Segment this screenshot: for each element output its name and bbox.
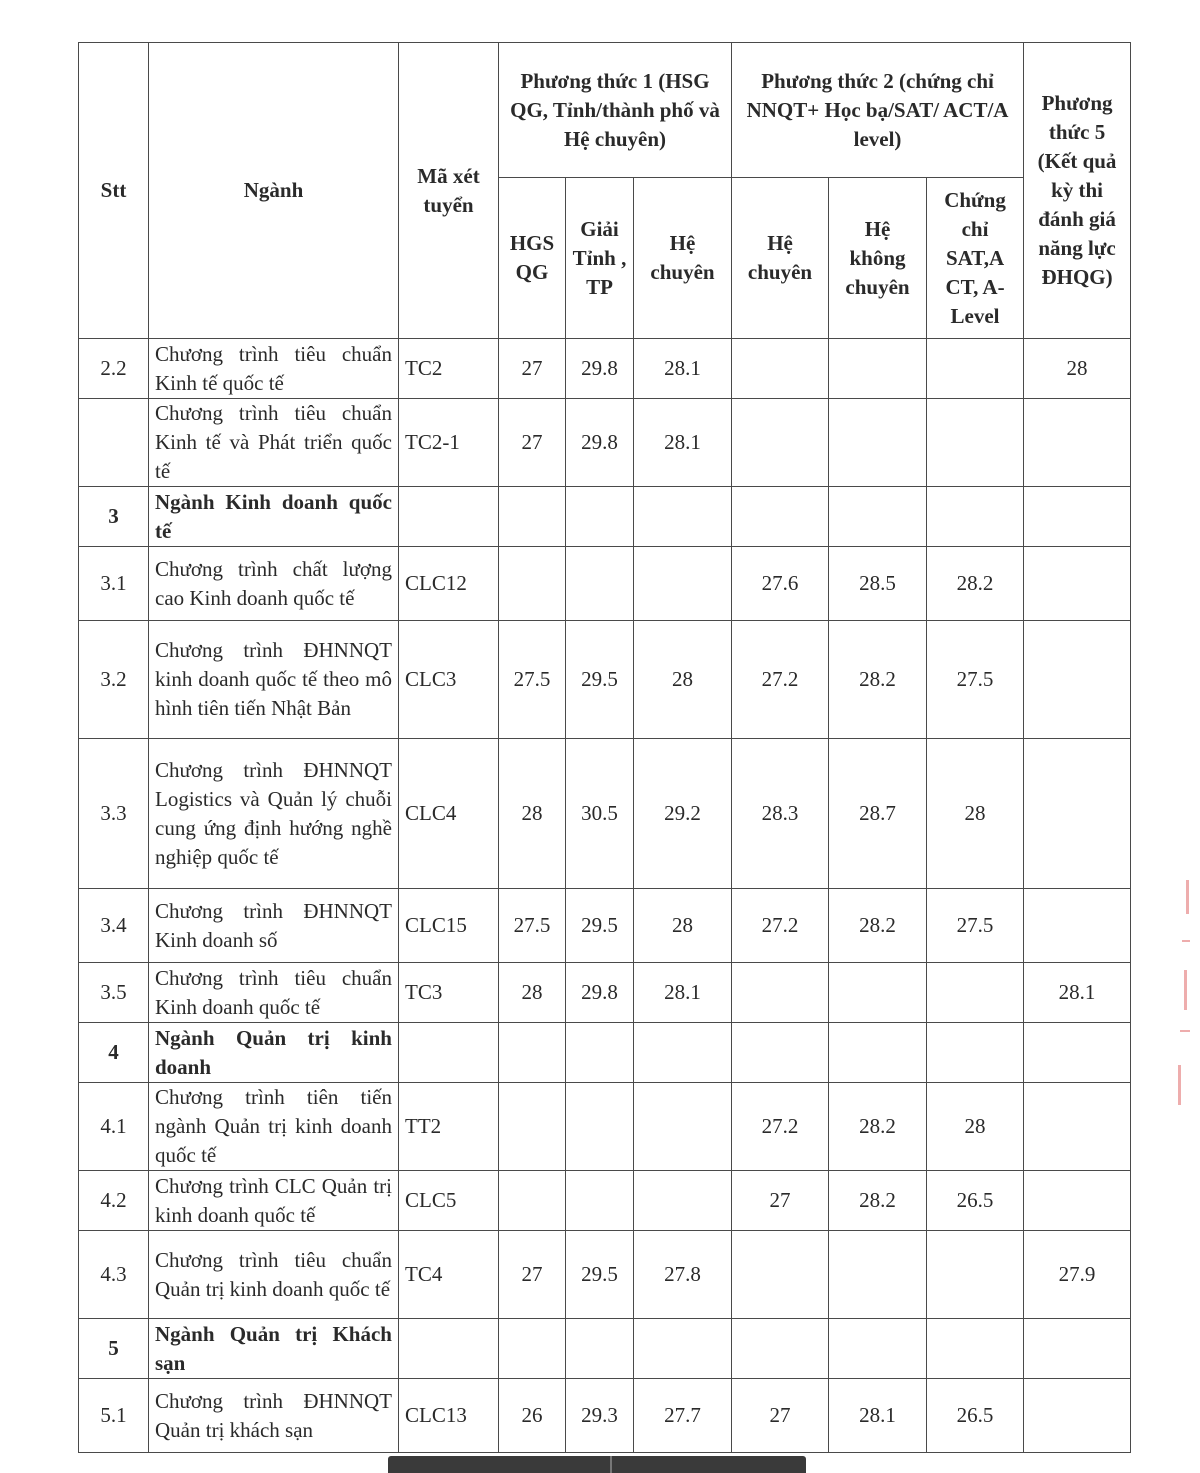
cell-ma-xet-tuyen: TC4: [399, 1231, 499, 1319]
cell-phuong-thuc-5: [1024, 399, 1131, 487]
cell-phuong-thuc-5: 27.9: [1024, 1231, 1131, 1319]
cell-he-chuyen-pt2: [732, 487, 829, 547]
cell-he-chuyen-pt1: 27.8: [634, 1231, 732, 1319]
header-ma-xet-tuyen: Mã xét tuyển: [399, 43, 499, 339]
cell-chung-chi: 28: [927, 739, 1024, 889]
cell-stt: 4.3: [79, 1231, 149, 1319]
cell-stt: 3.2: [79, 621, 149, 739]
cell-hsg-qg: 26: [499, 1379, 566, 1453]
cell-ma-xet-tuyen: CLC4: [399, 739, 499, 889]
cell-he-khong-chuyen: [829, 1231, 927, 1319]
cell-phuong-thuc-5: [1024, 621, 1131, 739]
cell-ma-xet-tuyen: CLC12: [399, 547, 499, 621]
header-phuong-thuc-1: Phương thức 1 (HSG QG, Tỉnh/thành phố và Hệ chuyên): [499, 43, 732, 178]
cell-chung-chi: [927, 1319, 1024, 1379]
table-row: [79, 739, 1131, 889]
cell-giai-tinh: 30.5: [566, 739, 634, 889]
cell-he-khong-chuyen: [829, 963, 927, 1023]
cell-ma-xet-tuyen: TT2: [399, 1083, 499, 1171]
cell-he-chuyen-pt2: 27.2: [732, 621, 829, 739]
cell-he-chuyen-pt2: 27: [732, 1171, 829, 1231]
cell-ma-xet-tuyen: [399, 1319, 499, 1379]
cell-ma-xet-tuyen: TC3: [399, 963, 499, 1023]
cell-phuong-thuc-5: [1024, 487, 1131, 547]
cell-he-khong-chuyen: 28.1: [829, 1379, 927, 1453]
cell-phuong-thuc-5: [1024, 547, 1131, 621]
table-body: [79, 339, 1131, 1453]
cell-giai-tinh: 29.8: [566, 339, 634, 399]
cell-chung-chi: 28.2: [927, 547, 1024, 621]
cell-phuong-thuc-5: [1024, 1023, 1131, 1083]
cell-he-chuyen-pt2: 28.3: [732, 739, 829, 889]
cell-hsg-qg: [499, 487, 566, 547]
header-phuong-thuc-2: Phương thức 2 (chứng chỉ NNQT+ Học bạ/SAT/ ACT/A level): [732, 43, 1024, 178]
cell-chung-chi: 26.5: [927, 1379, 1024, 1453]
cell-nganh: Chương trình tiêu chuẩn Kinh doanh quốc tế: [149, 963, 399, 1023]
cell-nganh: Chương trình ĐHNNQT Quản trị khách sạn: [149, 1379, 399, 1453]
cell-he-chuyen-pt2: [732, 1023, 829, 1083]
cell-phuong-thuc-5: 28: [1024, 339, 1131, 399]
cell-giai-tinh: [566, 547, 634, 621]
cell-he-khong-chuyen: [829, 1319, 927, 1379]
cell-hsg-qg: 27: [499, 399, 566, 487]
table-row: [79, 963, 1131, 1023]
cell-he-chuyen-pt2: 27.2: [732, 889, 829, 963]
cell-he-chuyen-pt1: [634, 1319, 732, 1379]
cell-giai-tinh: [566, 1023, 634, 1083]
cell-he-chuyen-pt1: 27.7: [634, 1379, 732, 1453]
cell-he-chuyen-pt2: [732, 1319, 829, 1379]
cell-ma-xet-tuyen: CLC13: [399, 1379, 499, 1453]
cell-he-chuyen-pt1: 28.1: [634, 399, 732, 487]
cell-phuong-thuc-5: [1024, 1083, 1131, 1171]
cell-stt: 3.4: [79, 889, 149, 963]
cell-giai-tinh: [566, 1319, 634, 1379]
cell-he-khong-chuyen: 28.5: [829, 547, 927, 621]
cell-he-khong-chuyen: [829, 1023, 927, 1083]
red-stamp-marks: [1172, 880, 1200, 1110]
header-giai-tinh: Giải Tỉnh , TP: [566, 178, 634, 339]
cell-ma-xet-tuyen: CLC15: [399, 889, 499, 963]
cell-nganh: Chương trình tiên tiến ngành Quản trị kinh doanh quốc tế: [149, 1083, 399, 1171]
cell-stt: 2.2: [79, 339, 149, 399]
table-row: [79, 1171, 1131, 1231]
cell-hsg-qg: 27.5: [499, 889, 566, 963]
cell-giai-tinh: [566, 1171, 634, 1231]
cell-phuong-thuc-5: [1024, 1171, 1131, 1231]
cell-he-chuyen-pt2: [732, 339, 829, 399]
cell-he-khong-chuyen: 28.7: [829, 739, 927, 889]
cell-chung-chi: [927, 1023, 1024, 1083]
cell-he-khong-chuyen: 28.2: [829, 1171, 927, 1231]
header-he-chuyen-pt1: Hệ chuyên: [634, 178, 732, 339]
cell-phuong-thuc-5: [1024, 1379, 1131, 1453]
cell-stt: 4.2: [79, 1171, 149, 1231]
cell-hsg-qg: [499, 1319, 566, 1379]
header-nganh: Ngành: [149, 43, 399, 339]
cell-nganh: Chương trình tiêu chuẩn Kinh tế quốc tế: [149, 339, 399, 399]
cell-nganh: Chương trình ĐHNNQT kinh doanh quốc tế theo mô hình tiên tiến Nhật Bản: [149, 621, 399, 739]
cell-stt: [79, 399, 149, 487]
cell-nganh: Chương trình chất lượng cao Kinh doanh quốc tế: [149, 547, 399, 621]
cell-giai-tinh: 29.8: [566, 963, 634, 1023]
table-row: [79, 339, 1131, 399]
cell-chung-chi: 26.5: [927, 1171, 1024, 1231]
cell-he-chuyen-pt2: 27.2: [732, 1083, 829, 1171]
cell-he-chuyen-pt1: [634, 1171, 732, 1231]
cell-he-khong-chuyen: [829, 339, 927, 399]
cell-chung-chi: [927, 1231, 1024, 1319]
cell-giai-tinh: 29.8: [566, 399, 634, 487]
cell-giai-tinh: 29.5: [566, 621, 634, 739]
cell-he-chuyen-pt1: [634, 547, 732, 621]
cell-giai-tinh: 29.5: [566, 1231, 634, 1319]
cell-he-chuyen-pt1: 28.1: [634, 963, 732, 1023]
cell-he-khong-chuyen: [829, 399, 927, 487]
cell-hsg-qg: 28: [499, 739, 566, 889]
cell-hsg-qg: 27: [499, 1231, 566, 1319]
cell-he-chuyen-pt1: 28: [634, 621, 732, 739]
table-row: [79, 1231, 1131, 1319]
cell-he-chuyen-pt1: [634, 1083, 732, 1171]
cell-giai-tinh: 29.3: [566, 1379, 634, 1453]
cell-stt: 5: [79, 1319, 149, 1379]
header-chung-chi: Chứng chỉ SAT,A CT, A-Level: [927, 178, 1024, 339]
cell-hsg-qg: [499, 1083, 566, 1171]
cell-stt: 3: [79, 487, 149, 547]
cell-chung-chi: 27.5: [927, 889, 1024, 963]
cell-ma-xet-tuyen: TC2: [399, 339, 499, 399]
table-row: [79, 399, 1131, 487]
cell-hsg-qg: 28: [499, 963, 566, 1023]
cell-stt: 3.3: [79, 739, 149, 889]
cell-he-chuyen-pt2: 27.6: [732, 547, 829, 621]
cell-giai-tinh: [566, 487, 634, 547]
cell-nganh: Chương trình ĐHNNQT Logistics và Quản lý chuỗi cung ứng định hướng nghề nghiệp quốc tế: [149, 739, 399, 889]
cell-he-chuyen-pt2: 27: [732, 1379, 829, 1453]
header-stt: Stt: [79, 43, 149, 339]
table-row: [79, 1379, 1131, 1453]
table-row-major: [79, 1319, 1131, 1379]
cell-hsg-qg: 27: [499, 339, 566, 399]
header-phuong-thuc-5: Phương thức 5 (Kết quả kỳ thi đánh giá năng lực ĐHQG): [1024, 43, 1131, 339]
cell-he-chuyen-pt1: [634, 487, 732, 547]
cell-he-chuyen-pt1: 28: [634, 889, 732, 963]
cell-chung-chi: [927, 339, 1024, 399]
table-row-major: [79, 487, 1131, 547]
cell-ma-xet-tuyen: CLC3: [399, 621, 499, 739]
cell-he-chuyen-pt2: [732, 1231, 829, 1319]
cell-stt: 4: [79, 1023, 149, 1083]
cell-ma-xet-tuyen: TC2-1: [399, 399, 499, 487]
cell-he-khong-chuyen: 28.2: [829, 621, 927, 739]
header-hsg-qg: HGS QG: [499, 178, 566, 339]
table-row: [79, 889, 1131, 963]
cell-nganh: Chương trình tiêu chuẩn Kinh tế và Phát triển quốc tế: [149, 399, 399, 487]
cell-hsg-qg: [499, 1171, 566, 1231]
cell-he-khong-chuyen: 28.2: [829, 889, 927, 963]
cell-hsg-qg: [499, 1023, 566, 1083]
cell-stt: 5.1: [79, 1379, 149, 1453]
cell-he-chuyen-pt1: 28.1: [634, 339, 732, 399]
cell-nganh: Chương trình ĐHNNQT Kinh doanh số: [149, 889, 399, 963]
table-row: [79, 621, 1131, 739]
cell-chung-chi: 28: [927, 1083, 1024, 1171]
cell-hsg-qg: 27.5: [499, 621, 566, 739]
cell-nganh: Ngành Kinh doanh quốc tế: [149, 487, 399, 547]
cell-he-khong-chuyen: [829, 487, 927, 547]
cell-nganh: Chương trình CLC Quản trị kinh doanh quốc tế: [149, 1171, 399, 1231]
header-row-1: [79, 43, 1131, 178]
cell-he-chuyen-pt1: 29.2: [634, 739, 732, 889]
cell-ma-xet-tuyen: [399, 487, 499, 547]
cell-chung-chi: [927, 487, 1024, 547]
table-row: [79, 1083, 1131, 1171]
cell-nganh: Chương trình tiêu chuẩn Quản trị kinh doanh quốc tế: [149, 1231, 399, 1319]
cell-hsg-qg: [499, 547, 566, 621]
cell-phuong-thuc-5: [1024, 739, 1131, 889]
cell-giai-tinh: [566, 1083, 634, 1171]
cell-he-chuyen-pt1: [634, 1023, 732, 1083]
cell-phuong-thuc-5: 28.1: [1024, 963, 1131, 1023]
cell-he-chuyen-pt2: [732, 399, 829, 487]
cell-he-khong-chuyen: 28.2: [829, 1083, 927, 1171]
cell-phuong-thuc-5: [1024, 889, 1131, 963]
scan-toolbar-edge: [388, 1456, 806, 1473]
cell-phuong-thuc-5: [1024, 1319, 1131, 1379]
table-row-major: [79, 1023, 1131, 1083]
table-row: [79, 547, 1131, 621]
header-he-khong-chuyen: Hệ không chuyên: [829, 178, 927, 339]
cell-stt: 4.1: [79, 1083, 149, 1171]
cell-chung-chi: [927, 399, 1024, 487]
cell-giai-tinh: 29.5: [566, 889, 634, 963]
cell-ma-xet-tuyen: CLC5: [399, 1171, 499, 1231]
cell-he-chuyen-pt2: [732, 963, 829, 1023]
cell-nganh: Ngành Quản trị Khách sạn: [149, 1319, 399, 1379]
cell-chung-chi: [927, 963, 1024, 1023]
admission-score-table: [78, 42, 1131, 1453]
cell-stt: 3.5: [79, 963, 149, 1023]
cell-stt: 3.1: [79, 547, 149, 621]
header-he-chuyen-pt2: Hệ chuyên: [732, 178, 829, 339]
cell-chung-chi: 27.5: [927, 621, 1024, 739]
cell-nganh: Ngành Quản trị kinh doanh: [149, 1023, 399, 1083]
cell-ma-xet-tuyen: [399, 1023, 499, 1083]
